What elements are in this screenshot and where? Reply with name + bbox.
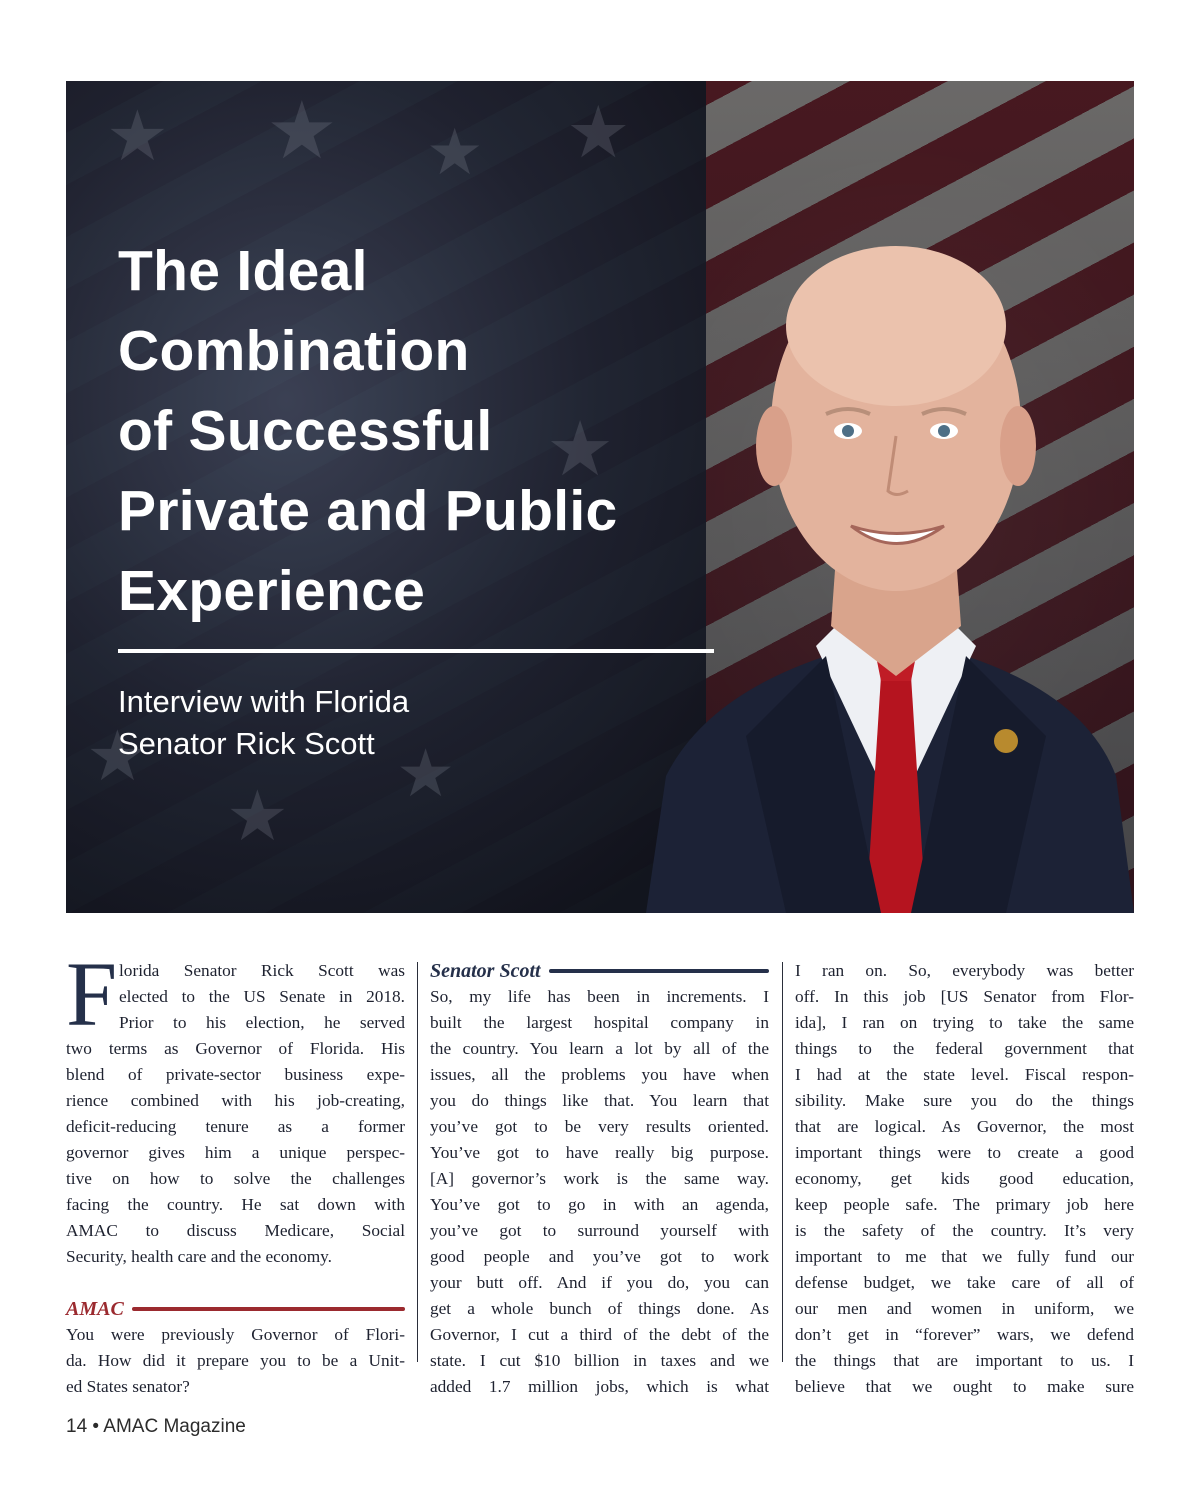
body-line: off. In this job [US Senator from Flor- <box>795 987 1134 1006</box>
question-line: ed States senator? <box>66 1377 190 1396</box>
body-line: facing the country. He sat down with <box>66 1195 405 1214</box>
title-line: of Successful <box>118 399 493 463</box>
body-line: sibility. Make sure you do the things <box>795 1091 1134 1110</box>
body-line: tive on how to solve the challenges <box>66 1169 405 1188</box>
body-line: Governor, I cut a third of the debt of the <box>430 1325 769 1344</box>
amac-speaker-heading <box>66 1296 405 1322</box>
body-line: you do things like that. You learn that <box>430 1091 769 1110</box>
hero-image <box>66 81 1134 913</box>
column-divider <box>417 962 418 1362</box>
page-footer: 14 • AMAC Magazine <box>66 1416 246 1437</box>
body-line: I ran on. So, everybody was better <box>795 961 1134 980</box>
body-line: believe that we ought to make sure <box>795 1377 1134 1396</box>
spacer <box>66 1270 405 1296</box>
star-icon: ★ <box>426 116 484 190</box>
body-line: built the largest hospital company in <box>430 1013 769 1032</box>
body-line: defense budget, we take care of all of <box>795 1273 1134 1292</box>
body-line: get a whole bunch of things done. As <box>430 1299 769 1318</box>
body-line: blend of private-sector business expe- <box>66 1065 405 1084</box>
body-line: good people and you’ve got to work <box>430 1247 769 1266</box>
body-line: governor gives him a unique perspec- <box>66 1143 405 1162</box>
body-line: economy, get kids good education, <box>795 1169 1134 1188</box>
title-line: Private and Public <box>118 479 618 543</box>
body-line: Prior to his election, he served <box>119 1013 405 1032</box>
question-line: da. How did it prepare you to be a Unit- <box>66 1351 405 1370</box>
subtitle-line: Interview with Florida <box>118 684 410 719</box>
body-line: So, my life has been in increments. I <box>430 987 769 1006</box>
body-line: that are logical. As Governor, the most <box>795 1117 1134 1136</box>
scott-label: Senator Scott <box>430 960 541 982</box>
body-line: you’ve got to be very results oriented. <box>430 1117 769 1136</box>
star-icon: ★ <box>266 84 338 177</box>
drop-cap: F <box>66 943 118 1045</box>
title-line: Experience <box>118 559 426 623</box>
question-line: You were previously Governor of Flori- <box>66 1325 405 1344</box>
article-title <box>118 231 758 631</box>
star-icon: ★ <box>226 775 289 857</box>
body-line: our men and women in uniform, we <box>795 1299 1134 1318</box>
body-line: don’t get in “forever” wars, we defend <box>795 1325 1134 1344</box>
body-line: AMAC to discuss Medicare, Social <box>66 1221 405 1240</box>
body-line: important things were to create a good <box>795 1143 1134 1162</box>
column-3 <box>795 958 1134 1400</box>
body-line: You’ve got to go in with an agenda, <box>430 1195 769 1214</box>
body-line: two terms as Governor of Florida. His <box>66 1039 405 1058</box>
body-line: the country. You learn a lot by all of the <box>430 1039 769 1058</box>
amac-label: AMAC <box>66 1298 124 1320</box>
column-1 <box>66 943 405 1400</box>
body-line: the things that are important to us. I <box>795 1351 1134 1370</box>
body-line: state. I cut $10 billion in taxes and we <box>430 1351 769 1370</box>
body-line: your butt off. And if you do, you can <box>430 1273 769 1292</box>
body-line: is the safety of the country. It’s very <box>795 1221 1134 1240</box>
body-line: keep people safe. The primary job here <box>795 1195 1134 1214</box>
body-line: You’ve got to have really big purpose. <box>430 1143 769 1162</box>
body-line: Security, health care and the economy. <box>66 1247 332 1266</box>
star-icon: ★ <box>566 90 631 174</box>
star-icon: ★ <box>106 95 169 177</box>
body-line: you’ve got to surround yourself with <box>430 1221 769 1240</box>
body-line: important to me that we fully fund our <box>795 1247 1134 1266</box>
body-line: deficit-reducing tenure as a former <box>66 1117 405 1136</box>
star-icon: ★ <box>546 404 615 493</box>
title-line: Combination <box>118 319 470 383</box>
body-line: elected to the US Senate in 2018. <box>119 987 405 1006</box>
scott-rule <box>549 969 769 973</box>
article-subtitle <box>118 681 638 765</box>
scott-speaker-heading <box>430 958 769 984</box>
body-line: issues, all the problems you have when <box>430 1065 769 1084</box>
star-icon: ★ <box>396 735 456 812</box>
body-line: lorida Senator Rick Scott was <box>119 961 405 980</box>
body-line: I had at the state level. Fiscal respon- <box>795 1065 1134 1084</box>
amac-rule <box>132 1307 405 1311</box>
body-line: [A] governor’s work is the same way. <box>430 1169 769 1188</box>
body-line: ida], I ran on trying to take the same <box>795 1013 1134 1032</box>
column-2 <box>430 958 769 1400</box>
body-line: things to the federal government that <box>795 1039 1134 1058</box>
body-line: rience combined with his job-creating, <box>66 1091 405 1110</box>
subtitle-line: Senator Rick Scott <box>118 726 375 761</box>
column-divider <box>782 962 783 1362</box>
body-line: added 1.7 million jobs, which is what <box>430 1377 769 1396</box>
star-icon: ★ <box>86 715 149 797</box>
title-line: The Ideal <box>118 239 368 303</box>
title-divider <box>118 649 714 653</box>
